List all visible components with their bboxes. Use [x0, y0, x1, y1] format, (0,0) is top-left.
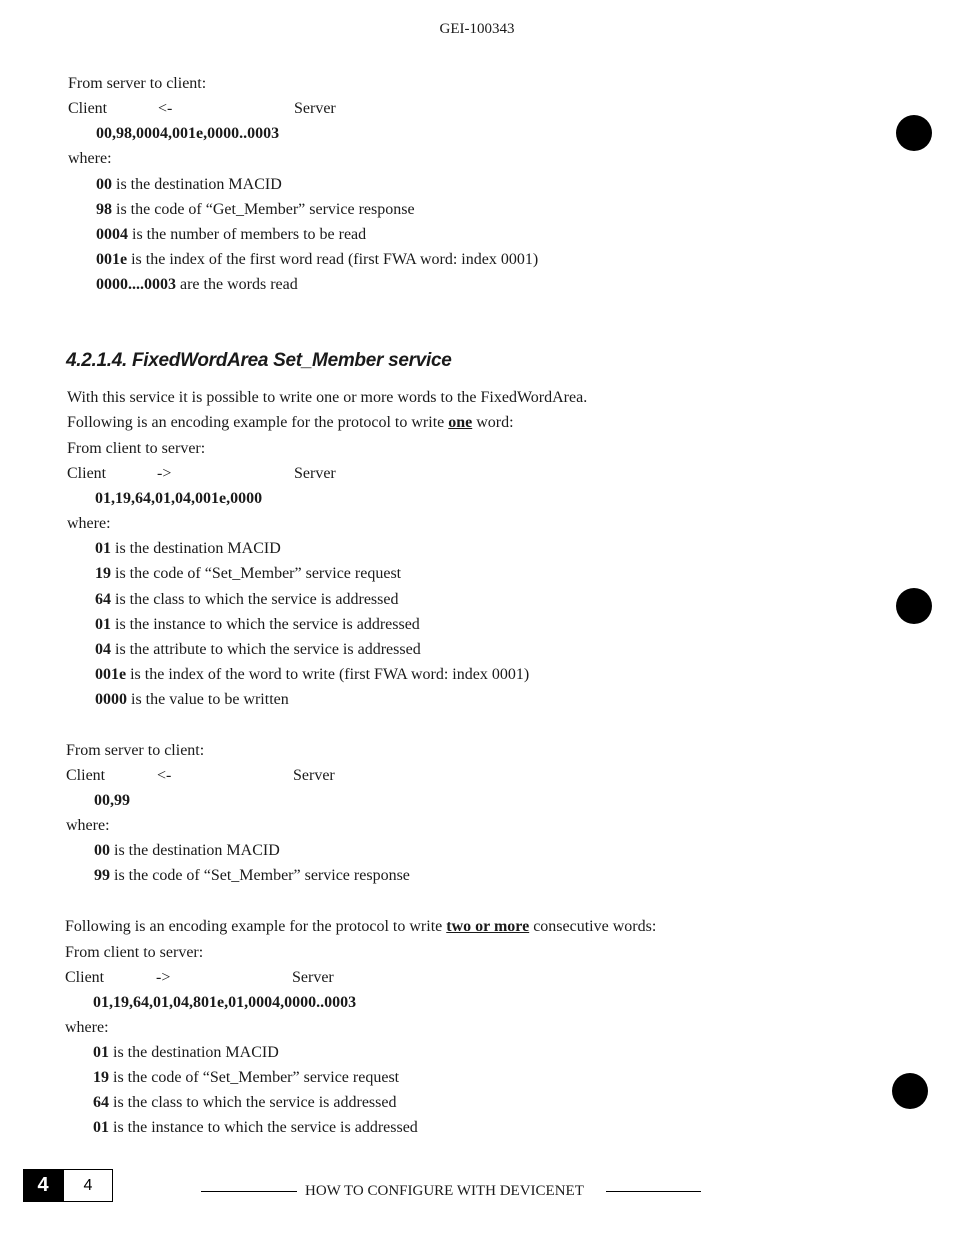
text-line [93, 993, 356, 1013]
code-value: 0000 [95, 691, 127, 708]
text-line [95, 489, 262, 509]
text-line [294, 464, 336, 484]
line-text: where: [67, 515, 111, 532]
text-line [157, 464, 171, 484]
text-line [94, 866, 410, 886]
emphasis-text: two or more [446, 918, 530, 935]
line-text: Client [65, 969, 105, 986]
text-line [67, 464, 106, 484]
line-text: is the instance to which the service is addressed [109, 1119, 418, 1136]
line-text: where: [68, 150, 112, 167]
line-text: is the destination MACID [110, 842, 280, 859]
line-text: From server to client: [68, 75, 207, 92]
text-line [294, 99, 336, 119]
line-text: is the code of “Set_Member” service response [110, 867, 410, 884]
line-text: <- [157, 767, 172, 784]
line-text: is the class to which the service is addressed [109, 1094, 397, 1111]
text-line [96, 275, 298, 295]
line-text: is the code of “Set_Member” service request [111, 565, 402, 582]
code-value: 0000....0003 [96, 276, 176, 293]
text-line [65, 968, 104, 988]
text-line [158, 99, 172, 119]
line-text: is the number of members to be read [128, 226, 367, 243]
text-line [68, 149, 112, 169]
footer-rule-left [201, 1191, 297, 1192]
text-line [96, 175, 282, 195]
code-value: 01 [95, 540, 111, 557]
line-text: is the value to be written [127, 691, 289, 708]
line-text: <- [158, 100, 173, 117]
line-text: is the destination MACID [111, 540, 281, 557]
line-text: is the attribute to which the service is addressed [111, 641, 421, 658]
text-line [93, 1068, 399, 1088]
text-line [96, 225, 366, 245]
text-line [157, 766, 171, 786]
footer-rule-right [606, 1191, 701, 1192]
text-line [94, 791, 130, 811]
text-line [96, 124, 279, 144]
line-text: consecutive words: [529, 918, 657, 935]
code-value: 00,98,0004,001e,0000..0003 [96, 125, 280, 142]
code-value: 01 [95, 616, 111, 633]
code-value: 19 [95, 565, 111, 582]
text-line [95, 590, 398, 610]
text-line [93, 1093, 396, 1113]
code-value: 98 [96, 201, 112, 218]
line-text: Server [293, 767, 335, 784]
document-id: GEI-100343 [439, 21, 515, 37]
text-line [66, 816, 110, 836]
margin-bullet [896, 115, 932, 151]
text-line [96, 200, 415, 220]
line-text: where: [66, 817, 110, 834]
text-line [293, 766, 335, 786]
line-text: Following is an encoding example for the protocol to write [65, 918, 447, 935]
footer-title: HOW TO CONFIGURE WITH DEVICENET [305, 1183, 584, 1199]
line-text: -> [156, 969, 171, 986]
text-line [67, 514, 111, 534]
margin-bullet [892, 1073, 928, 1109]
line-text: is the code of “Set_Member” service request [109, 1069, 400, 1086]
code-value: 001e [96, 251, 128, 268]
line-text: is the instance to which the service is addressed [111, 616, 420, 633]
code-value: 64 [93, 1094, 109, 1111]
code-value: 001e [95, 666, 127, 683]
line-text: is the index of the first word read (first FWA word: index 0001) [127, 251, 539, 268]
text-line [67, 413, 514, 433]
line-text: From server to client: [66, 742, 205, 759]
text-line [156, 968, 170, 988]
line-text: where: [65, 1019, 109, 1036]
code-value: 00 [94, 842, 110, 859]
text-line [95, 615, 420, 635]
code-value: 04 [95, 641, 111, 658]
section-heading: 4.2.1.4. FixedWordArea Set_Member service [66, 350, 452, 371]
text-line [68, 74, 206, 94]
line-text: is the destination MACID [112, 176, 282, 193]
line-text: With this service it is possible to write one or more words to the FixedWordArea. [67, 389, 588, 406]
line-text: -> [157, 465, 172, 482]
page-number-tab: 4 [63, 1169, 113, 1202]
code-value: 0004 [96, 226, 128, 243]
line-text: Server [292, 969, 334, 986]
code-value: 19 [93, 1069, 109, 1086]
text-line [292, 968, 334, 988]
code-value: 01,19,64,01,04,001e,0000 [95, 490, 263, 507]
text-line [67, 439, 205, 459]
code-value: 00,99 [94, 792, 130, 809]
line-text: is the code of “Get_Member” service response [112, 201, 415, 218]
line-text: Server [294, 465, 336, 482]
line-text: are the words read [176, 276, 298, 293]
text-line [68, 99, 107, 119]
text-line [65, 943, 203, 963]
line-text: Client [67, 465, 107, 482]
text-line [94, 841, 280, 861]
code-value: 01,19,64,01,04,801e,01,0004,0000..0003 [93, 994, 357, 1011]
line-text: Following is an encoding example for the protocol to write [67, 414, 449, 431]
text-line [67, 388, 587, 408]
text-line [65, 917, 656, 937]
text-line [93, 1118, 418, 1138]
text-line [66, 741, 204, 761]
line-text: Client [66, 767, 106, 784]
text-line [95, 564, 401, 584]
text-line [95, 640, 421, 660]
text-line [65, 1018, 109, 1038]
text-line [95, 665, 529, 685]
text-line [96, 250, 538, 270]
line-text: Server [294, 100, 336, 117]
line-text: Client [68, 100, 108, 117]
emphasis-text: one [448, 414, 473, 431]
text-line [95, 690, 289, 710]
text-line [66, 766, 105, 786]
code-value: 99 [94, 867, 110, 884]
text-line [95, 539, 281, 559]
line-text: is the index of the word to write (first FWA word: index 0001) [126, 666, 530, 683]
line-text: word: [472, 414, 514, 431]
code-value: 00 [96, 176, 112, 193]
code-value: 01 [93, 1044, 109, 1061]
line-text: is the destination MACID [109, 1044, 279, 1061]
margin-bullet [896, 588, 932, 624]
text-line [93, 1043, 279, 1063]
code-value: 64 [95, 591, 111, 608]
code-value: 01 [93, 1119, 109, 1136]
line-text: From client to server: [65, 944, 204, 961]
line-text: From client to server: [67, 440, 206, 457]
chapter-number-tab: 4 [23, 1169, 63, 1202]
line-text: is the class to which the service is addressed [111, 591, 399, 608]
